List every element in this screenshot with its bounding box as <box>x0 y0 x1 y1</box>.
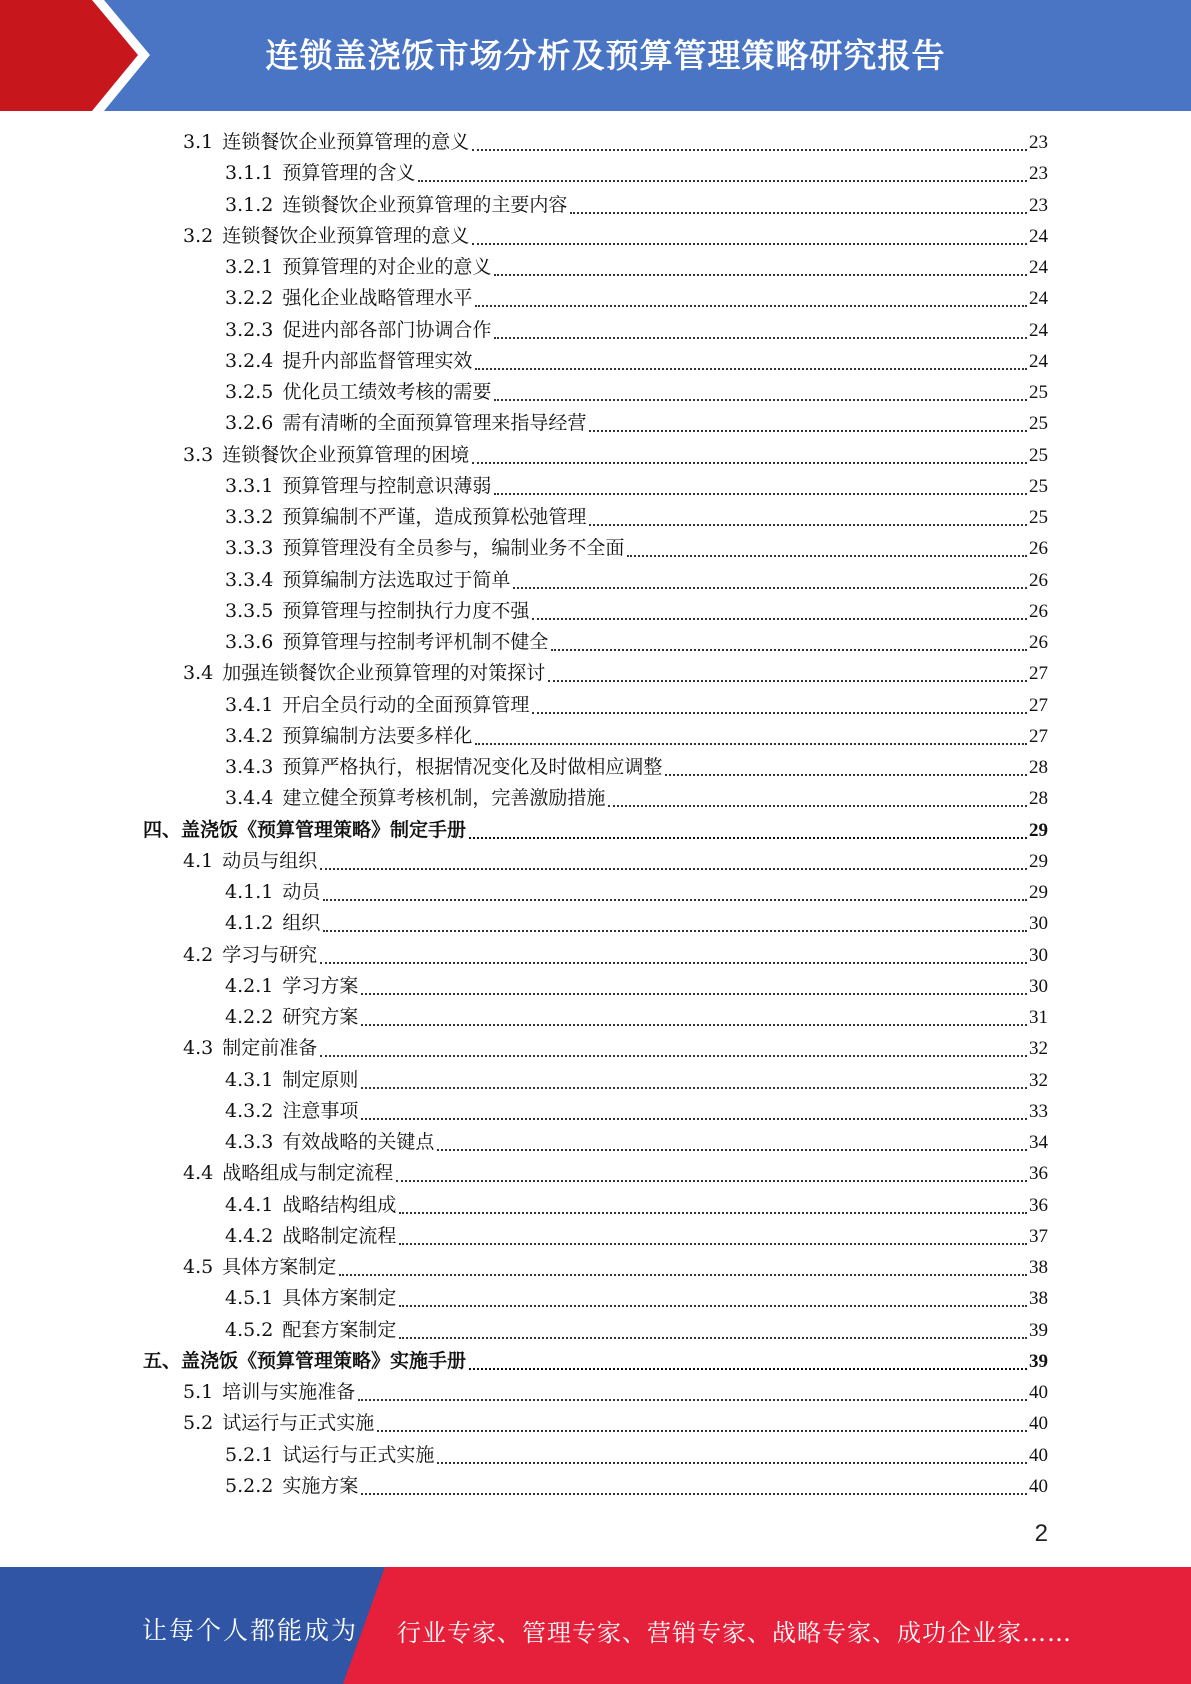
toc-entry-title: 连锁餐饮企业预算管理的意义 <box>222 224 470 247</box>
toc-entry-number: 4.4.2 <box>225 1224 274 1247</box>
toc-entry-label <box>183 440 469 471</box>
toc-entry-title: 强化企业战略管理水平 <box>282 287 473 310</box>
toc-entry[interactable] <box>225 908 1048 939</box>
toc-entry-label <box>183 127 469 158</box>
toc-entry-label <box>225 971 358 1002</box>
footer-slogan: 让每个人都能成为 <box>142 1616 359 1645</box>
toc-entry[interactable] <box>225 1471 1048 1502</box>
toc-entry-number: 4.4.1 <box>225 1193 274 1216</box>
toc-entry-page: 25 <box>1029 413 1048 435</box>
toc-entry[interactable] <box>225 1096 1048 1127</box>
toc-dot-leader <box>377 1430 1027 1432</box>
toc-entry-number: 4.5 <box>183 1256 214 1278</box>
toc-entry[interactable] <box>225 1221 1048 1252</box>
toc-entry-page: 34 <box>1029 1132 1048 1153</box>
toc-entry-title: 预算管理的含义 <box>282 162 416 185</box>
toc-entry-title: 加强连锁餐饮企业预算管理的对策探讨 <box>222 662 546 685</box>
toc-entry-number: 4.2.1 <box>225 974 274 997</box>
toc-entry-number: 4.3.1 <box>225 1068 274 1091</box>
toc-dot-leader <box>472 243 1027 245</box>
toc-entry-label <box>225 1096 358 1127</box>
toc-dot-leader <box>396 1180 1027 1182</box>
toc-entry-label <box>143 1346 466 1377</box>
toc-dot-leader <box>320 1055 1027 1057</box>
toc-entry-label <box>225 1127 434 1158</box>
toc-dot-leader <box>469 837 1027 839</box>
toc-entry-page: 24 <box>1029 257 1048 278</box>
toc-entry-title: 提升内部监督管理实效 <box>282 349 473 372</box>
toc-entry[interactable] <box>143 1346 1048 1377</box>
toc-entry-number: 3.2.6 <box>225 412 274 435</box>
toc-entry-number: 3.3 <box>183 443 214 466</box>
toc-dot-leader <box>399 1243 1027 1245</box>
toc-entry-label <box>225 1471 358 1502</box>
toc-entry-number: 4.4 <box>183 1162 214 1185</box>
toc-entry-title: 预算管理没有全员参与，编制业务不全面 <box>282 537 625 560</box>
toc-entry-title: 预算管理与控制考评机制不健全 <box>282 631 549 653</box>
footer-roles: 行业专家、管理专家、营销专家、战略专家、成功企业家…… <box>397 1619 1072 1647</box>
toc-entry-page: 36 <box>1029 1194 1048 1216</box>
toc-entry[interactable] <box>225 1283 1048 1314</box>
toc-entry-title: 四、盖浇饭《预算管理策略》制定手册 <box>143 818 467 841</box>
toc-entry-number: 4.3.2 <box>225 1099 274 1122</box>
toc-entry[interactable] <box>225 1315 1048 1346</box>
toc-dot-leader <box>532 618 1027 620</box>
toc-entry[interactable] <box>143 815 1048 846</box>
toc-entry-label <box>183 658 545 689</box>
toc-entry-number: 5.2 <box>183 1412 214 1435</box>
toc-entry-label <box>225 283 472 314</box>
toc-entry-title: 五、盖浇饭《预算管理策略》实施手册 <box>143 1349 467 1372</box>
report-title: 连锁盖浇饭市场分析及预算管理策略研究报告 <box>265 36 946 75</box>
toc-entry-number: 3.4 <box>183 662 214 685</box>
toc-entry-number: 5.2.1 <box>225 1443 274 1466</box>
page-footer <box>0 1567 1191 1684</box>
toc-entry-title: 建立健全预算考核机制，完善激励措施 <box>282 787 606 810</box>
toc-entry[interactable] <box>225 690 1048 721</box>
toc-dot-leader <box>418 180 1027 182</box>
toc-entry-page: 26 <box>1029 600 1048 622</box>
toc-entry-label <box>225 752 662 783</box>
toc-entry-page: 25 <box>1029 444 1048 466</box>
toc-entry[interactable] <box>183 940 1048 971</box>
toc-entry-page: 24 <box>1029 319 1048 341</box>
toc-entry-page: 26 <box>1029 569 1048 591</box>
toc-entry-page: 28 <box>1029 757 1048 778</box>
toc-entry-title: 连锁餐饮企业预算管理的意义 <box>222 131 470 153</box>
toc-entry-label <box>225 190 567 221</box>
toc-entry[interactable] <box>183 1408 1048 1439</box>
toc-dot-leader <box>475 743 1027 745</box>
toc-entry-label <box>183 846 317 877</box>
toc-entry[interactable] <box>225 1127 1048 1158</box>
toc-entry-label <box>225 877 320 908</box>
toc-entry-title: 有效战略的关键点 <box>282 1131 435 1153</box>
toc-entry[interactable] <box>225 1190 1048 1221</box>
toc-entry[interactable] <box>183 658 1048 689</box>
toc-dot-leader <box>323 899 1027 901</box>
toc-dot-leader <box>399 1212 1027 1214</box>
toc-entry-label <box>225 502 586 533</box>
toc-entry-title: 连锁餐饮企业预算管理的困境 <box>222 443 470 466</box>
toc-entry-number: 3.4.4 <box>225 787 274 810</box>
toc-entry-number: 3.3.3 <box>225 537 274 560</box>
toc-entry-number: 4.2 <box>183 943 214 966</box>
toc-entry-page: 24 <box>1029 225 1048 247</box>
toc-entry-label <box>225 346 472 377</box>
toc-entry-label <box>225 721 472 752</box>
toc-entry-page: 40 <box>1029 1475 1048 1497</box>
toc-entry-number: 3.3.5 <box>225 599 274 622</box>
toc-entry[interactable] <box>225 283 1048 314</box>
toc-entry-title: 预算编制方法选取过于简单 <box>282 568 511 591</box>
toc-entry-title: 配套方案制定 <box>282 1318 397 1341</box>
toc-entry-page: 28 <box>1029 788 1048 810</box>
toc-entry-title: 组织 <box>282 912 321 935</box>
toc-entry-number: 3.2.1 <box>225 256 274 278</box>
toc-entry-page: 24 <box>1029 350 1048 372</box>
toc-entry-page: 32 <box>1029 1038 1048 1060</box>
toc-entry-page: 36 <box>1029 1163 1048 1185</box>
toc-entry-label <box>225 627 548 658</box>
toc-entry-page: 38 <box>1029 1257 1048 1278</box>
toc-entry-page: 39 <box>1029 1319 1048 1341</box>
toc-entry[interactable] <box>225 346 1048 377</box>
toc-entry-number: 5.2.2 <box>225 1474 274 1497</box>
toc-dot-leader <box>339 1274 1027 1276</box>
toc-entry[interactable] <box>183 440 1048 471</box>
toc-dot-leader <box>627 555 1027 557</box>
toc-entry-number: 4.2.2 <box>225 1006 274 1028</box>
toc-entry-number: 4.1.1 <box>225 881 274 903</box>
toc-entry-label <box>225 783 605 814</box>
toc-entry-page: 29 <box>1029 850 1048 872</box>
toc-entry-label <box>225 1065 358 1096</box>
toc-dot-leader <box>548 680 1027 682</box>
toc-dot-leader <box>494 399 1027 401</box>
toc-entry-label <box>225 1221 396 1252</box>
toc-entry-title: 战略结构组成 <box>282 1193 397 1216</box>
toc-entry-label <box>225 1315 396 1346</box>
toc-entry-number: 3.4.3 <box>225 756 274 778</box>
toc-entry-title: 制定前准备 <box>222 1037 318 1060</box>
toc-entry-title: 预算管理的对企业的意义 <box>282 256 492 278</box>
toc-entry-label <box>225 252 491 283</box>
toc-entry[interactable] <box>225 190 1048 221</box>
toc-entry-page: 25 <box>1029 475 1048 497</box>
toc-entry-label <box>183 940 317 971</box>
toc-dot-leader <box>589 430 1027 432</box>
toc-entry-number: 3.3.1 <box>225 474 274 497</box>
toc-entry-label <box>225 1283 396 1314</box>
toc-entry-label <box>183 1252 336 1283</box>
toc-entry[interactable] <box>225 596 1048 627</box>
toc-entry-label <box>225 565 510 596</box>
toc-entry-number: 3.3.6 <box>225 631 274 653</box>
toc-entry[interactable] <box>225 408 1048 439</box>
toc-entry-label <box>225 471 491 502</box>
toc-entry[interactable] <box>225 1002 1048 1033</box>
toc-entry-number: 3.1 <box>183 131 214 153</box>
toc-entry-title: 试运行与正式实施 <box>222 1412 375 1435</box>
toc-entry-page: 27 <box>1029 663 1048 685</box>
toc-entry[interactable] <box>225 877 1048 908</box>
toc-entry-title: 学习方案 <box>282 974 359 997</box>
toc-entry-title: 连锁餐饮企业预算管理的主要内容 <box>282 193 568 216</box>
toc-entry-page: 40 <box>1029 1382 1048 1403</box>
toc-dot-leader <box>320 962 1027 964</box>
toc-dot-leader <box>589 524 1027 526</box>
toc-entry-number: 3.2.4 <box>225 349 274 372</box>
toc-entry-page: 33 <box>1029 1100 1048 1122</box>
toc-entry-title: 预算编制方法要多样化 <box>282 724 473 747</box>
toc-entry[interactable] <box>225 627 1048 658</box>
toc-dot-leader <box>437 1462 1027 1464</box>
toc-entry[interactable] <box>225 1065 1048 1096</box>
toc-entry-label <box>225 1440 434 1471</box>
toc-entry-title: 优化员工绩效考核的需要 <box>282 381 492 403</box>
toc-entry-label <box>225 158 415 189</box>
toc-entry-page: 31 <box>1029 1007 1048 1028</box>
toc-entry-title: 预算管理与控制执行力度不强 <box>282 599 530 622</box>
toc-entry[interactable] <box>225 252 1048 283</box>
toc-entry-label <box>183 221 469 252</box>
toc-entry-title: 试运行与正式实施 <box>282 1443 435 1466</box>
toc-dot-leader <box>551 649 1027 651</box>
toc-entry-page: 23 <box>1029 132 1048 153</box>
toc-dot-leader <box>494 274 1027 276</box>
toc-entry[interactable] <box>183 1033 1048 1064</box>
toc-entry-title: 战略制定流程 <box>282 1224 397 1247</box>
toc-entry-page: 30 <box>1029 975 1048 997</box>
toc-entry-number: 4.3 <box>183 1037 214 1060</box>
toc-entry-page: 40 <box>1029 1413 1048 1435</box>
toc-entry-title: 学习与研究 <box>222 943 318 966</box>
toc-dot-leader <box>570 212 1027 214</box>
toc-entry-page: 30 <box>1029 913 1048 935</box>
toc-entry-title: 注意事项 <box>282 1099 359 1122</box>
toc-entry-page: 25 <box>1029 507 1048 528</box>
toc-entry-title: 具体方案制定 <box>222 1256 337 1278</box>
toc-dot-leader <box>494 337 1027 339</box>
toc-entry-number: 3.2.3 <box>225 318 274 341</box>
toc-entry-title: 动员 <box>282 881 321 903</box>
toc-dot-leader <box>437 1149 1027 1151</box>
toc-entry-page: 29 <box>1029 882 1048 903</box>
toc-entry-number: 3.1.2 <box>225 193 274 216</box>
toc-entry-page: 29 <box>1029 819 1048 841</box>
toc-entry-page: 32 <box>1029 1069 1048 1091</box>
toc-entry-page: 23 <box>1029 194 1048 216</box>
toc-entry-number: 3.1.1 <box>225 162 274 185</box>
toc-entry-number: 4.1 <box>183 849 214 872</box>
toc-entry-label <box>225 596 529 627</box>
toc-entry[interactable] <box>183 127 1048 158</box>
toc-dot-leader <box>399 1305 1027 1307</box>
toc-entry-title: 开启全员行动的全面预算管理 <box>282 693 530 716</box>
toc-entry-page: 38 <box>1029 1288 1048 1310</box>
toc-entry-title: 战略组成与制定流程 <box>222 1162 394 1185</box>
toc-entry-label <box>183 1377 355 1408</box>
toc-entry-title: 制定原则 <box>282 1068 359 1091</box>
toc-entry-number: 3.3.4 <box>225 568 274 591</box>
toc-entry-label <box>225 908 320 939</box>
toc-entry-label <box>143 815 466 846</box>
toc-entry-number: 3.2.5 <box>225 381 274 403</box>
toc-entry[interactable] <box>225 971 1048 1002</box>
toc-entry-number: 3.3.2 <box>225 506 274 528</box>
toc-dot-leader <box>532 712 1027 714</box>
toc-dot-leader <box>361 1118 1027 1120</box>
toc-entry-label <box>183 1033 317 1064</box>
toc-dot-leader <box>513 587 1027 589</box>
toc-entry[interactable] <box>225 158 1048 189</box>
toc-entry[interactable] <box>183 1158 1048 1189</box>
toc-entry-page: 24 <box>1029 288 1048 310</box>
toc-entry-number: 3.2 <box>183 224 214 247</box>
toc-dot-leader <box>665 774 1027 776</box>
toc-entry-title: 预算管理与控制意识薄弱 <box>282 474 492 497</box>
toc-entry-page: 39 <box>1029 1350 1048 1372</box>
toc-dot-leader <box>361 993 1027 995</box>
toc-entry[interactable] <box>183 1377 1048 1408</box>
toc-entry-page: 26 <box>1029 538 1048 560</box>
toc-entry-number: 4.5.1 <box>225 1287 274 1310</box>
toc-entry-page: 25 <box>1029 382 1048 403</box>
toc-entry-label <box>225 533 624 564</box>
toc-dot-leader <box>399 1337 1027 1339</box>
toc-entry-title: 实施方案 <box>282 1474 359 1497</box>
toc-entry-page: 23 <box>1029 163 1048 185</box>
toc-entry-page: 30 <box>1029 944 1048 966</box>
toc-entry-label <box>183 1158 393 1189</box>
toc-dot-leader <box>608 805 1027 807</box>
toc-entry[interactable] <box>225 471 1048 502</box>
toc-entry-page: 40 <box>1029 1444 1048 1466</box>
toc-dot-leader <box>361 1024 1027 1026</box>
toc-dot-leader <box>358 1399 1027 1401</box>
toc-entry-number: 4.5.2 <box>225 1318 274 1341</box>
toc-entry[interactable] <box>225 315 1048 346</box>
toc-dot-leader <box>475 368 1027 370</box>
toc-entry-number: 3.2.2 <box>225 287 274 310</box>
toc-entry[interactable] <box>225 752 1048 783</box>
toc-entry-title: 培训与实施准备 <box>222 1381 356 1403</box>
toc-entry-title: 研究方案 <box>282 1006 359 1028</box>
toc-entry-title: 预算严格执行，根据情况变化及时做相应调整 <box>282 756 663 778</box>
toc-entry-title: 具体方案制定 <box>282 1287 397 1310</box>
toc-dot-leader <box>469 1368 1027 1370</box>
toc-entry-title: 预算编制不严谨，造成预算松弛管理 <box>282 506 587 528</box>
toc-dot-leader <box>472 462 1027 464</box>
toc-entry[interactable] <box>225 377 1048 408</box>
toc-entry[interactable] <box>225 1440 1048 1471</box>
toc-entry-label <box>225 408 586 439</box>
toc-entry-page: 26 <box>1029 632 1048 653</box>
toc-entry-number: 5.1 <box>183 1381 214 1403</box>
toc-entry[interactable] <box>183 1252 1048 1283</box>
toc-entry[interactable] <box>183 221 1048 252</box>
toc-dot-leader <box>323 930 1027 932</box>
toc-dot-leader <box>361 1087 1027 1089</box>
toc-entry[interactable] <box>225 502 1048 533</box>
toc-entry-title: 促进内部各部门协调合作 <box>282 318 492 341</box>
toc-entry-page: 27 <box>1029 725 1048 747</box>
toc-dot-leader <box>361 1493 1027 1495</box>
page-number: 2 <box>1034 1520 1048 1547</box>
toc-entry-number: 3.4.2 <box>225 724 274 747</box>
toc-entry-label <box>225 315 491 346</box>
toc-entry-label <box>225 1002 358 1033</box>
toc-entry[interactable] <box>225 533 1048 564</box>
toc-entry-page: 27 <box>1029 694 1048 716</box>
toc-entry-number: 4.1.2 <box>225 912 274 935</box>
toc-dot-leader <box>472 149 1027 151</box>
toc-dot-leader <box>494 493 1027 495</box>
toc-dot-leader <box>475 305 1027 307</box>
toc-entry[interactable] <box>225 565 1048 596</box>
toc-entry-number: 4.3.3 <box>225 1131 274 1153</box>
toc-entry-title: 需有清晰的全面预算管理来指导经营 <box>282 412 587 435</box>
page-header <box>0 0 1191 111</box>
toc-entry-number: 3.4.1 <box>225 693 274 716</box>
toc-entry[interactable] <box>225 783 1048 814</box>
toc-dot-leader <box>320 868 1027 870</box>
toc-entry-label <box>183 1408 374 1439</box>
toc-entry-page: 37 <box>1029 1225 1048 1247</box>
toc-entry-label <box>225 377 491 408</box>
toc-entry-label <box>225 1190 396 1221</box>
toc-entry-title: 动员与组织 <box>222 849 318 872</box>
toc-entry-label <box>225 690 529 721</box>
toc-entry[interactable] <box>183 846 1048 877</box>
toc-entry[interactable] <box>225 721 1048 752</box>
